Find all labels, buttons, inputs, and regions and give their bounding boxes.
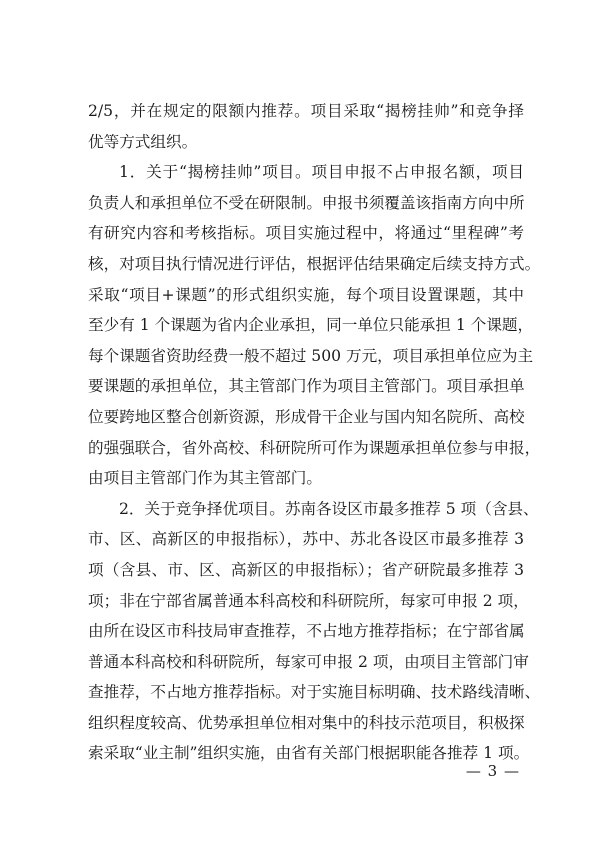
text-line: 2．关于竞争择优项目。苏南各设区市最多推荐 5 项（含县、 <box>119 499 539 518</box>
page-number: — 3 — <box>465 762 520 780</box>
text-line: 优等方式组织。 <box>88 132 198 151</box>
text-line: 市、区、高新区的申报指标），苏中、苏北各设区市最多推荐 3 <box>88 530 524 549</box>
text-line: 查推荐，不占地方推荐指标。对于实施目标明确、技术路线清晰、 <box>88 683 541 702</box>
text-line: 核，对项目执行情况进行评估，根据评估结果确定后续支持方式。 <box>88 254 541 273</box>
text-line: 项；非在宁部省属普通本科高校和科研院所，每家可申报 2 项， <box>88 591 529 610</box>
text-line: 组织程度较高、优势承担单位相对集中的科技示范项目，积极探 <box>88 713 525 732</box>
text-line: 采取“项目+课题”的形式组织实施，每个项目设置课题，其中 <box>88 285 524 304</box>
text-line: 1．关于“揭榜挂帅”项目。项目申报不占申报名额，项目 <box>119 163 524 182</box>
text-line: 2/5，并在规定的限额内推荐。项目采取“揭榜挂帅”和竞争择 <box>88 102 524 120</box>
text-line: 索采取“业主制”组织实施，由省有关部门根据职能各推荐 1 项。 <box>88 744 530 763</box>
text-line: 每个课题省资助经费一般不超过 500 万元，项目承担单位应为主 <box>88 346 534 365</box>
text-line: 的强强联合，省外高校、科研院所可作为课题承担单位参与申报， <box>88 438 541 457</box>
text-line: 有研究内容和考核指标。项目实施过程中，将通过“里程碑”考 <box>88 224 524 243</box>
text-line: 负责人和承担单位不受在研限制。申报书须覆盖该指南方向中所 <box>88 193 525 212</box>
text-line: 由所在设区市科技局审查推荐，不占地方推荐指标；在宁部省属 <box>88 622 525 641</box>
text-line: 要课题的承担单位，其主管部门作为项目主管部门。项目承担单 <box>88 377 525 396</box>
text-line: 至少有 1 个课题为省内企业承担，同一单位只能承担 1 个课题， <box>88 316 534 335</box>
text-line: 普通本科高校和科研院所，每家可申报 2 项，由项目主管部门审 <box>88 652 529 671</box>
text-line: 项（含县、市、区、高新区的申报指标）；省产研院最多推荐 3 <box>88 560 524 579</box>
text-line: 位要跨地区整合创新资源，形成骨干企业与国内知名院所、高校 <box>88 407 525 426</box>
text-line: 由项目主管部门作为其主管部门。 <box>88 469 322 488</box>
body-text <box>88 96 541 769</box>
